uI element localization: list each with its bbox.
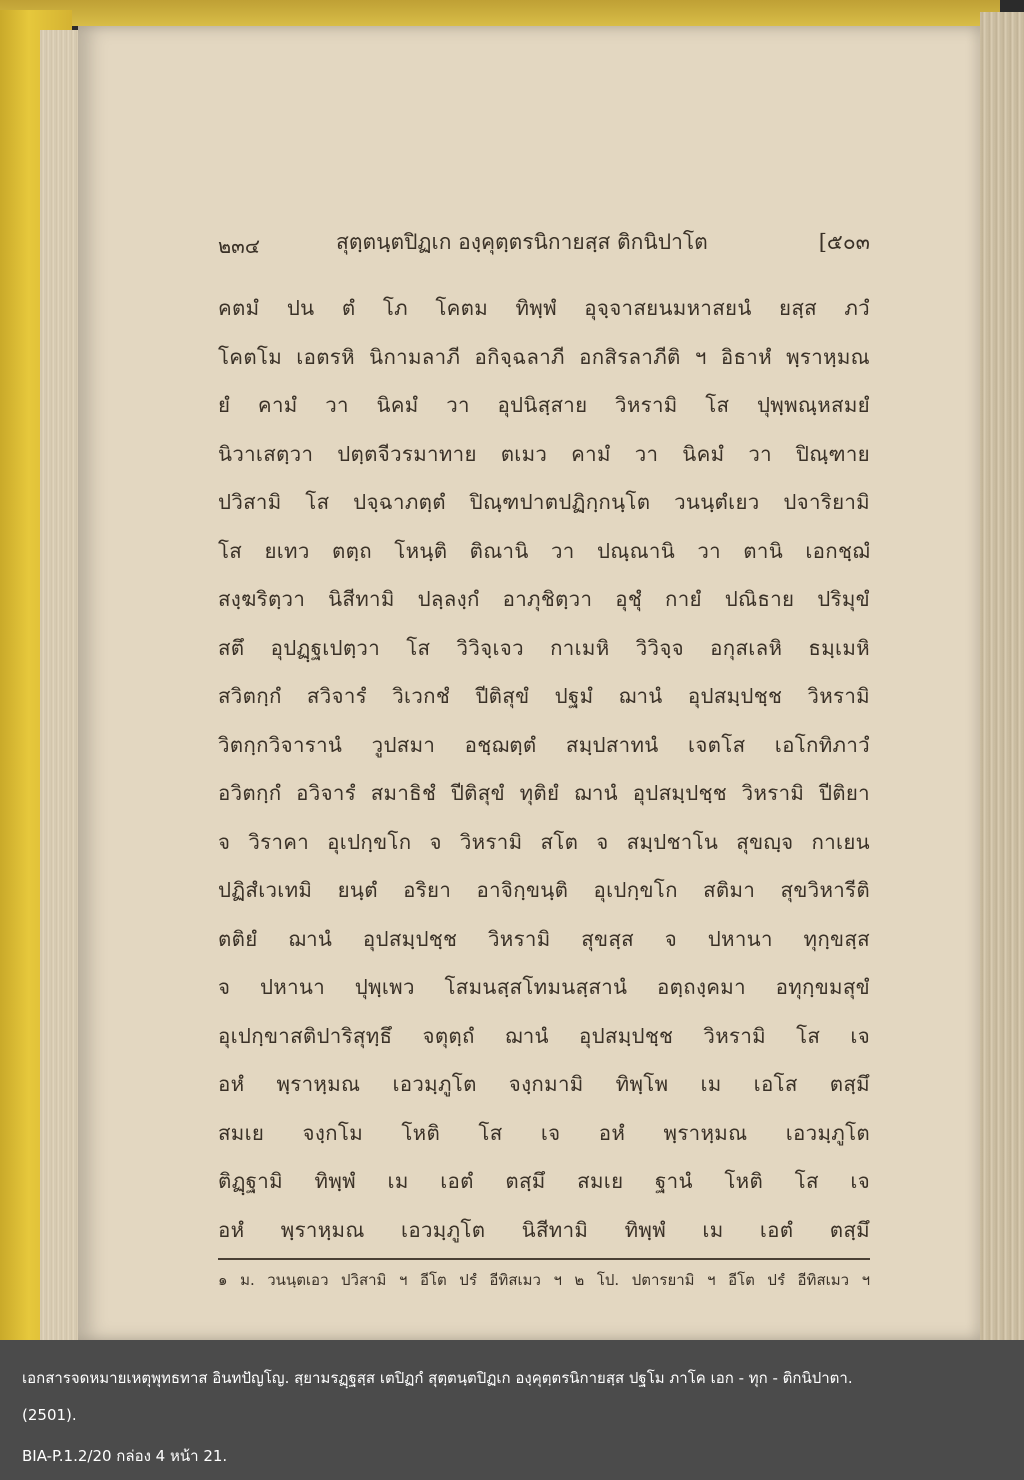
text-line: จ ปหานา ปุพฺเพว โสมนสฺสโทมนสฺสานํ อตฺถงฺคมา อทุกฺขมสุขํ — [218, 975, 870, 999]
caption-line: BIA-P.1.2/20 กล่อง 4 หน้า 21. — [22, 1447, 228, 1465]
text-line: ยํ คามํ วา นิคมํ วา อุปนิสฺสาย วิหรามิ โส ปุพฺพณฺหสมยํ — [218, 393, 870, 417]
page-stack-right — [980, 12, 1024, 1340]
footnote: ๑ ม. วนนฺตเอว ปวิสามิ ฯ อีโต ปรํ อีทิสเมว ฯ ๒ โป. ปตารยามิ ฯ อีโต ปรํ อีทิสเมว ฯ — [218, 1271, 870, 1289]
text-line: ตติยํ ฌานํ อุปสมฺปชฺช วิหรามิ สุขสฺส จ ปหานา ทุกฺขสฺส — [218, 926, 870, 951]
caption-line: เอกสารจดหมายเหตุพุทธทาส อินทปัญโญ. สฺยามรฏฺฐสฺส เตปิฏกํ สุตฺตนฺตปิฏเก องฺคุตฺตรนิกายสฺส ปฐโม ภาโค เอก - ทุก - ติกนิปาตา. — [22, 1369, 853, 1387]
page-stack-left — [40, 30, 80, 1340]
text-line: สงฺฆริตฺวา นิสีทามิ ปลฺลงฺกํ อาภุชิตฺวา อุชุํ กายํ ปณิธาย ปริมุขํ — [218, 587, 870, 611]
text-line: ติฏฺฐามิ ทิพฺพํ เม เอตํ ตสฺมึ สมเย ฐานํ โหติ โส เจ — [218, 1169, 870, 1193]
text-line: คตมํ ปน ตํ โภ โคตม ทิพฺพํ อุจฺจาสยนมหาสยนํ ยสฺส ภวํ — [218, 296, 870, 320]
footnote-divider — [218, 1258, 870, 1260]
page-header — [218, 226, 870, 262]
text-line: ปฏิสํเวเทมิ ยนฺตํ อริยา อาจิกฺขนฺติ อุเปกฺขโก สติมา สุขวิหารีติ — [218, 878, 870, 902]
text-line: อหํ พฺราหฺมณ เอวมฺภูโต จงฺกมามิ ทิพฺโพ เม เอโส ตสฺมึ — [218, 1072, 870, 1096]
archive-caption — [0, 1340, 1024, 1480]
page-number: ๒๓๔ — [218, 234, 260, 258]
text-line: อุเปกฺขาสติปาริสุทฺธึ จตุตฺถํ ฌานํ อุปสมฺปชฺช วิหรามิ โส เจ — [218, 1023, 870, 1048]
text-line: นิวาเสตฺวา ปตฺตจีวรมาทาย ตเมว คามํ วา นิคมํ วา ปิณฺฑาย — [218, 441, 870, 466]
text-line: โคตโม เอตรหิ นิกามลาภี อกิจฺฉลาภี อกสิรลาภีติ ฯ อิธาหํ พฺราหฺมณ — [218, 344, 870, 369]
text-line: สตึ อุปฏฺฐเปตฺวา โส วิวิจฺเจว กาเมหิ วิวิจฺจ อกุสเลหิ ธมฺเมหิ — [218, 635, 870, 660]
text-line: สมเย จงฺกโม โหติ โส เจ อหํ พฺราหฺมณ เอวมฺภูโต — [218, 1120, 870, 1145]
text-line: โส ยเทว ตตฺถ โหนฺติ ติณานิ วา ปณฺณานิ วา ตานิ เอกชฺฌํ — [218, 538, 870, 563]
text-line: จ วิราคา อุเปกฺขโก จ วิหรามิ สโต จ สมฺปชาโน สุขญฺจ กาเยน — [218, 829, 870, 854]
book-cover-top-edge — [0, 0, 1000, 26]
text-line: สวิตกฺกํ สวิจารํ วิเวกชํ ปีติสุขํ ปฐมํ ฌานํ อุปสมฺปชฺช วิหรามิ — [218, 684, 870, 708]
text-line: อวิตกฺกํ อวิจารํ สมาธิชํ ปีติสุขํ ทุติยํ ฌานํ อุปสมฺปชฺช วิหรามิ ปีติยา — [218, 781, 870, 805]
text-line: วิตกฺกวิจารานํ วูปสมา อชฺฌตฺตํ สมฺปสาทนํ เจตโส เอโกทิภาวํ — [218, 732, 870, 757]
section-number: [๕๐๓ — [818, 230, 870, 254]
text-line: อหํ พฺราหฺมณ เอวมฺภูโต นิสีทามิ ทิพฺพํ เม เอตํ ตสฺมึ — [218, 1217, 870, 1242]
running-title: สุตฺตนฺตปิฏเก องฺคุตฺตรนิกายสฺส ติกนิปาโต — [336, 230, 708, 254]
text-line: ปวิสามิ โส ปจฺฉาภตฺตํ ปิณฺฑปาตปฏิกฺกนฺโต วนนฺตํเยว ปจาริยามิ — [218, 490, 870, 514]
caption-line: (2501). — [22, 1406, 77, 1424]
